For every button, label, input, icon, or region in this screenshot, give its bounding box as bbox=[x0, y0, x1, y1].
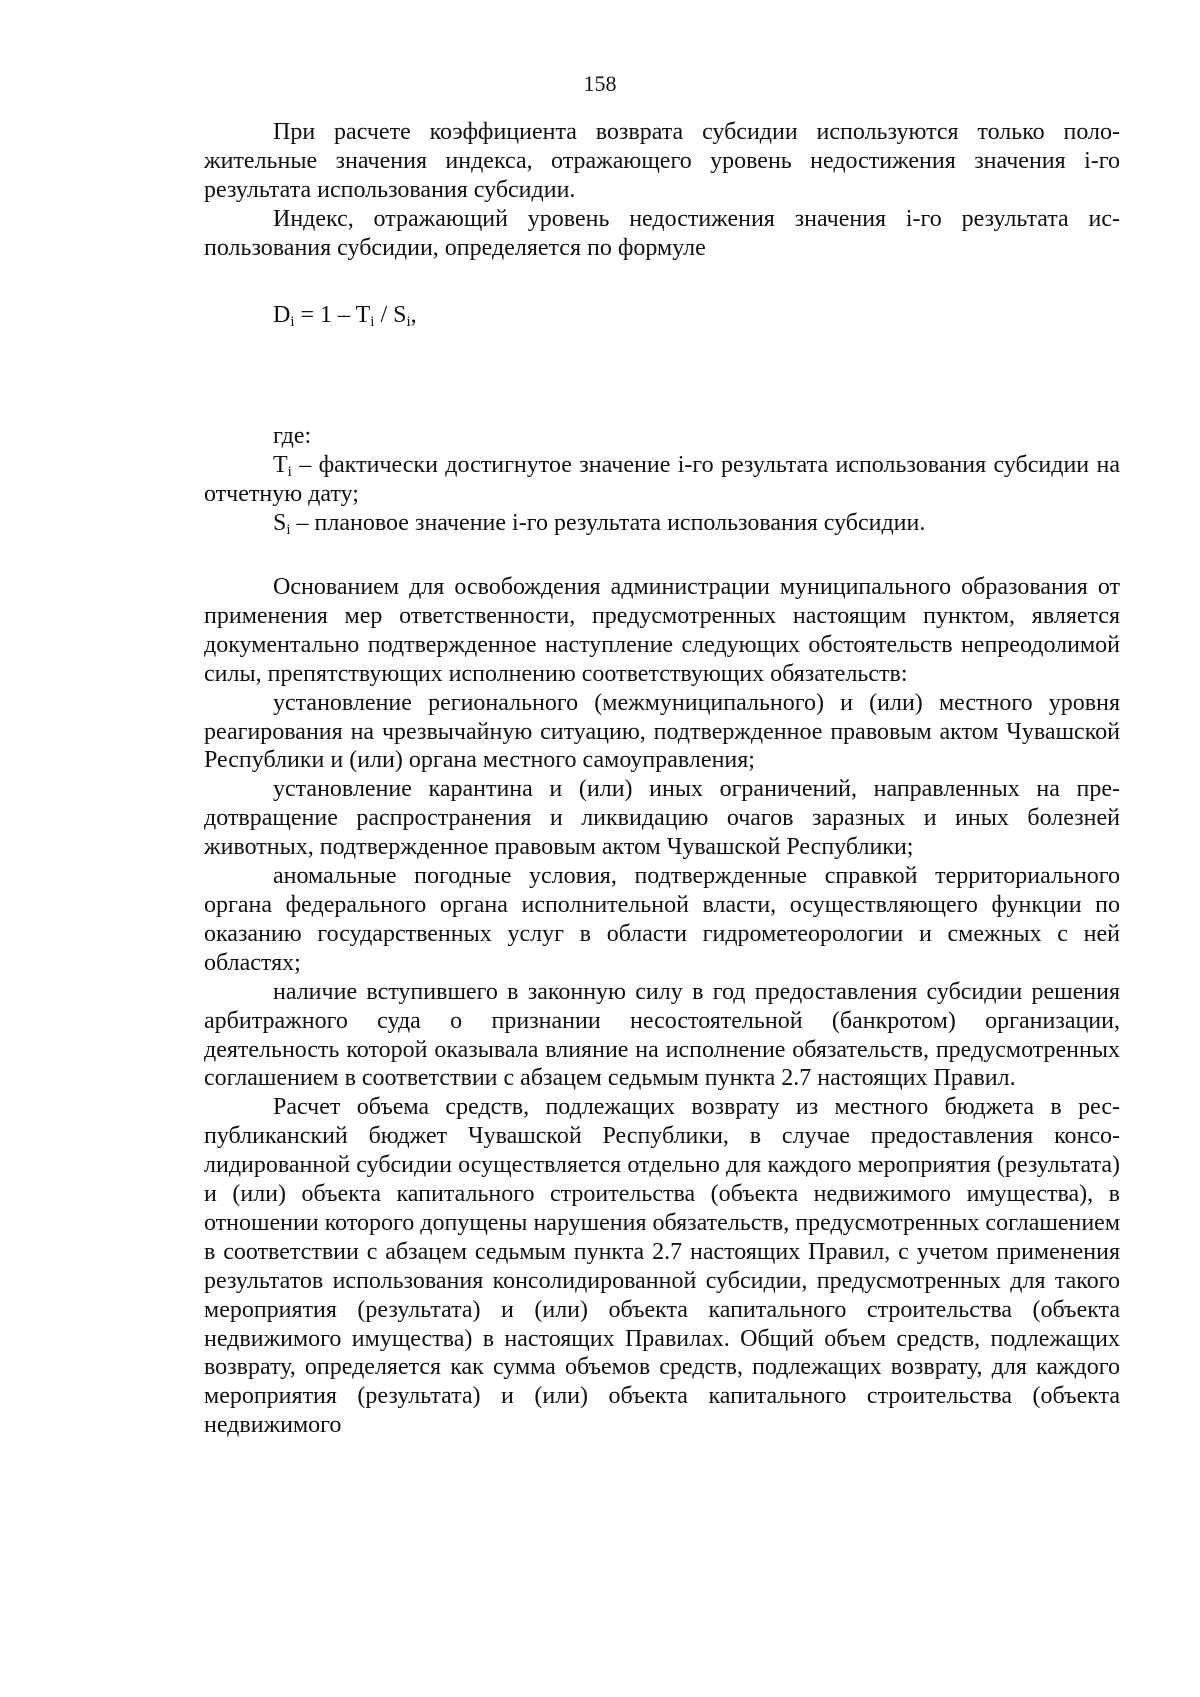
paragraph-positive-index: При расчете коэффициента возврата субсидии используются только положительные значения индекса, отражающего уровень недостижения значения i-го результата использования субсидии. bbox=[204, 119, 1120, 203]
t-text: – фактически достигнутое значение i-го результата использования субсидии на отчетную дату; bbox=[204, 451, 1120, 507]
intro-block bbox=[204, 118, 1120, 263]
where-t-definition bbox=[204, 451, 1120, 509]
formula-t: T bbox=[355, 302, 371, 328]
paragraph-return-calculation: Расчет объема средств, подлежащих возврату из местного бюджета в республиканский бюджет Чувашской Республики, в случае предоставления консолидированной субсидии осуществляется отдельно для каждого мероприятия (результата) и (или) объекта капитального строительства (объекта недвижимого имущества), в отношении которого допущены нарушения обязательств, предусмотренных соглашением в соответствии с абзацем седьмым пункта 2.7 настоящих Правил, с учетом применения результатов использования консолидированной субсидии, предусмотренных для такого мероприятия (результата) и (или) объекта капитального строительства (объекта недвижимого имущества) в настоящих Правилах. Общий объем средств, подлежащих возврату, определяется как сумма объемов средств, подлежащих возврату, для каждого мероприятия (результата) и (или) объекта капитального строительства (объекта недвижимого bbox=[204, 1094, 1120, 1439]
s-symbol: S bbox=[273, 509, 287, 536]
paragraph-bankruptcy: наличие вступившего в законную силу в год предоставления субсидии решения арбитражного суда о признании несостоятельной (банкротом) организации, деятельность которой оказывала влияние на исполнение обязательств, предусмотренных соглашением в соответствии с абзацем седьмым пункта 2.7 настоящих Правил. bbox=[204, 978, 1120, 1092]
formula-s-subscript: i bbox=[406, 314, 411, 330]
paragraph-weather: аномальные погодные условия, подтвержденные справкой территориального органа федерального органа исполнительной власти, осуществляющего функции по оказанию государственных услуг в области гидрометеорологии и смежных с ней областях; bbox=[204, 863, 1120, 976]
formula-d-subscript: i bbox=[290, 314, 295, 330]
s-text: – плановое значение i-го результата использования субсидии. bbox=[290, 509, 926, 536]
formula-equals: = 1 – bbox=[294, 302, 356, 328]
formula-t-subscript: i bbox=[370, 314, 375, 330]
paragraph-force-majeure-basis: Основанием для освобождения администрации муниципального образования от применения мер ответственности, предусмотренных настоящим пунктом, является документально подтвержденное наступление следующих обстоятельств непреодолимой силы, препятствующих исполнению соответствующих обязательств: bbox=[204, 574, 1120, 687]
formula-d: D bbox=[273, 302, 291, 328]
formula-tail: , bbox=[410, 302, 417, 328]
t-subscript: i bbox=[287, 463, 292, 480]
formula-d-index bbox=[273, 300, 417, 330]
formula-divide: / bbox=[374, 302, 394, 328]
where-label: где: bbox=[273, 423, 312, 449]
paragraph-emergency-response: установление регионального (межмуниципального) и (или) местного уровня реагирования на чрезвычайную ситуацию, подтвержденное правовым актом Чувашской Республики и (или) органа местного самоуправления; bbox=[204, 689, 1120, 774]
body-block bbox=[204, 573, 1120, 1440]
paragraph-quarantine: установление карантина и (или) иных ограничений, направленных на предотвращение распространения и ликвидацию очагов заразных и иных болезней животных, подтвержденное правовым актом Чувашской Республики; bbox=[204, 776, 1120, 861]
page-number: 158 bbox=[583, 71, 617, 96]
formula-s: S bbox=[393, 302, 407, 328]
where-s-definition bbox=[204, 509, 1120, 538]
t-symbol: T bbox=[273, 451, 288, 478]
where-block bbox=[204, 422, 1120, 538]
s-subscript: i bbox=[286, 521, 291, 538]
paragraph-index-definition: Индекс, отражающий уровень недостижения значения i-го результата использования субсидии, определяется по формуле bbox=[204, 205, 1120, 261]
